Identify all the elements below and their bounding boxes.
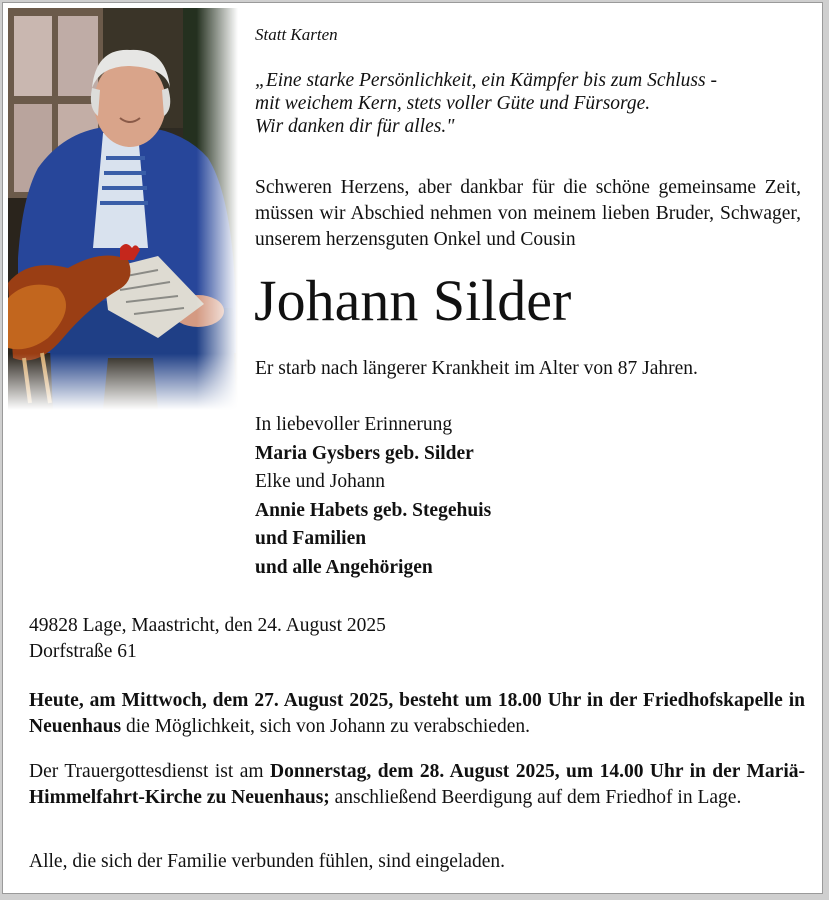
place-and-date (29, 613, 386, 665)
death-notice: Er starb nach längerer Krankheit im Alter von 87 Jahren. (255, 358, 698, 379)
mourner-line: In liebevoller Erinnerung (255, 414, 453, 435)
obituary-card (2, 2, 823, 894)
funeral-text-end: anschließend Beerdigung auf dem Friedhof in Lage. (329, 787, 742, 808)
mourner-line: Maria Gysbers geb. Silder (255, 442, 474, 464)
mourner-line: Elke und Johann (255, 471, 385, 492)
farewell-paragraph (29, 688, 805, 740)
quote-line: mit weichem Kern, stets voller Güte und Fürsorge. (255, 93, 651, 114)
mourner-line: Annie Habets geb. Stegehuis (255, 499, 492, 521)
quote-line: Wir danken dir für alles." (255, 116, 455, 137)
closing-invitation: Alle, die sich der Familie verbunden fühlen, sind eingeladen. (29, 851, 505, 872)
memorial-quote (255, 69, 815, 138)
mourner-line: und Familien (255, 528, 367, 549)
address-line: Dorfstraße 61 (29, 641, 137, 662)
intro-paragraph: Schweren Herzens, aber dankbar für die schöne gemeinsame Zeit, müssen wir Abschied nehmen von meinem lieben Bruder, Schwager, unserem herzensguten Onkel und Cousin (255, 177, 801, 250)
funeral-paragraph (29, 759, 805, 811)
mourner-line: und alle Angehörigen (255, 556, 433, 578)
farewell-bold-text: Heute, am Mittwoch, dem 27. August 2025, besteht um 18.00 Uhr in der Friedhofskapelle in Neuenhaus (29, 690, 805, 737)
mourners-list (255, 411, 491, 582)
quote-line: „Eine starke Persönlichkeit, ein Kämpfer bis zum Schluss - (255, 70, 717, 91)
portrait-photo (8, 8, 238, 410)
statt-karten-label: Statt Karten (255, 25, 338, 44)
farewell-text: die Möglichkeit, sich von Johann zu verabschieden. (121, 716, 530, 737)
deceased-name: Johann Silder (254, 268, 572, 333)
funeral-text-start: Der Trauergottesdienst ist am (29, 761, 270, 782)
place-date-line: 49828 Lage, Maastricht, den 24. August 2025 (29, 615, 386, 636)
funeral-bold-text: Donnerstag, dem 28. August 2025, um 14.00 Uhr in der Mariä-Himmelfahrt-Kirche zu Neuenhaus; (29, 761, 805, 808)
photo-vignette (8, 8, 238, 410)
